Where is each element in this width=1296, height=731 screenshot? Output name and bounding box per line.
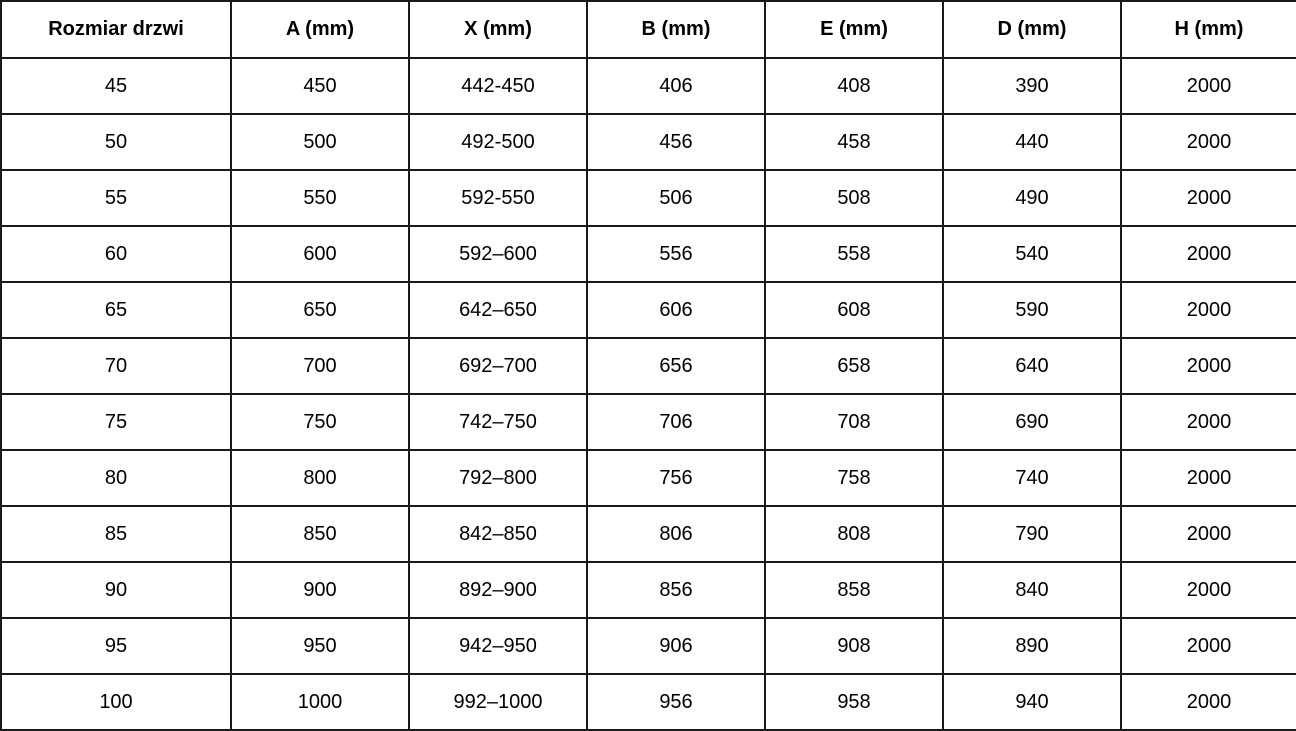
table-row [1,170,1296,226]
table-row [1,282,1296,338]
cell-a: 800 [231,450,409,506]
cell-a: 700 [231,338,409,394]
table-row [1,674,1296,730]
cell-d: 440 [943,114,1121,170]
cell-b: 856 [587,562,765,618]
cell-size: 80 [1,450,231,506]
cell-size: 100 [1,674,231,730]
cell-b: 406 [587,58,765,114]
cell-h: 2000 [1121,282,1296,338]
cell-b: 456 [587,114,765,170]
cell-e: 458 [765,114,943,170]
cell-e: 558 [765,226,943,282]
table-body [1,58,1296,730]
cell-b: 806 [587,506,765,562]
table-row [1,450,1296,506]
cell-e: 858 [765,562,943,618]
cell-h: 2000 [1121,114,1296,170]
cell-h: 2000 [1121,450,1296,506]
cell-e: 708 [765,394,943,450]
cell-e: 808 [765,506,943,562]
cell-size: 50 [1,114,231,170]
cell-b: 756 [587,450,765,506]
cell-size: 60 [1,226,231,282]
cell-e: 408 [765,58,943,114]
cell-b: 956 [587,674,765,730]
table-row [1,618,1296,674]
cell-a: 1000 [231,674,409,730]
table-row [1,226,1296,282]
cell-x: 792–800 [409,450,587,506]
table-row [1,506,1296,562]
cell-size: 65 [1,282,231,338]
cell-d: 790 [943,506,1121,562]
cell-a: 600 [231,226,409,282]
cell-h: 2000 [1121,338,1296,394]
cell-d: 840 [943,562,1121,618]
cell-x: 592-550 [409,170,587,226]
cell-size: 85 [1,506,231,562]
table-row [1,58,1296,114]
cell-a: 650 [231,282,409,338]
cell-d: 740 [943,450,1121,506]
cell-a: 500 [231,114,409,170]
cell-d: 640 [943,338,1121,394]
table-row [1,562,1296,618]
cell-x: 492-500 [409,114,587,170]
cell-d: 540 [943,226,1121,282]
cell-a: 550 [231,170,409,226]
cell-a: 950 [231,618,409,674]
cell-d: 590 [943,282,1121,338]
column-header-rozmiar-drzwi: Rozmiar drzwi [1,1,231,58]
cell-a: 900 [231,562,409,618]
cell-x: 742–750 [409,394,587,450]
cell-size: 70 [1,338,231,394]
cell-h: 2000 [1121,170,1296,226]
table-row [1,394,1296,450]
cell-h: 2000 [1121,58,1296,114]
cell-x: 642–650 [409,282,587,338]
cell-d: 940 [943,674,1121,730]
cell-a: 850 [231,506,409,562]
cell-h: 2000 [1121,394,1296,450]
column-header-x: X (mm) [409,1,587,58]
cell-x: 442-450 [409,58,587,114]
cell-e: 658 [765,338,943,394]
cell-x: 992–1000 [409,674,587,730]
cell-b: 506 [587,170,765,226]
cell-a: 450 [231,58,409,114]
table-header-row [1,1,1296,58]
cell-e: 958 [765,674,943,730]
cell-x: 942–950 [409,618,587,674]
cell-x: 842–850 [409,506,587,562]
table-row [1,338,1296,394]
cell-d: 490 [943,170,1121,226]
cell-size: 95 [1,618,231,674]
cell-e: 758 [765,450,943,506]
cell-size: 90 [1,562,231,618]
cell-e: 608 [765,282,943,338]
table-header [1,1,1296,58]
cell-x: 592–600 [409,226,587,282]
cell-x: 892–900 [409,562,587,618]
cell-h: 2000 [1121,506,1296,562]
cell-b: 606 [587,282,765,338]
table-row [1,114,1296,170]
cell-h: 2000 [1121,674,1296,730]
cell-b: 556 [587,226,765,282]
column-header-d: D (mm) [943,1,1121,58]
cell-b: 706 [587,394,765,450]
column-header-h: H (mm) [1121,1,1296,58]
cell-d: 390 [943,58,1121,114]
cell-h: 2000 [1121,562,1296,618]
cell-size: 75 [1,394,231,450]
cell-x: 692–700 [409,338,587,394]
cell-b: 656 [587,338,765,394]
column-header-b: B (mm) [587,1,765,58]
cell-a: 750 [231,394,409,450]
cell-h: 2000 [1121,618,1296,674]
cell-h: 2000 [1121,226,1296,282]
cell-size: 55 [1,170,231,226]
column-header-a: A (mm) [231,1,409,58]
cell-d: 890 [943,618,1121,674]
cell-size: 45 [1,58,231,114]
column-header-e: E (mm) [765,1,943,58]
cell-d: 690 [943,394,1121,450]
cell-e: 508 [765,170,943,226]
cell-b: 906 [587,618,765,674]
cell-e: 908 [765,618,943,674]
